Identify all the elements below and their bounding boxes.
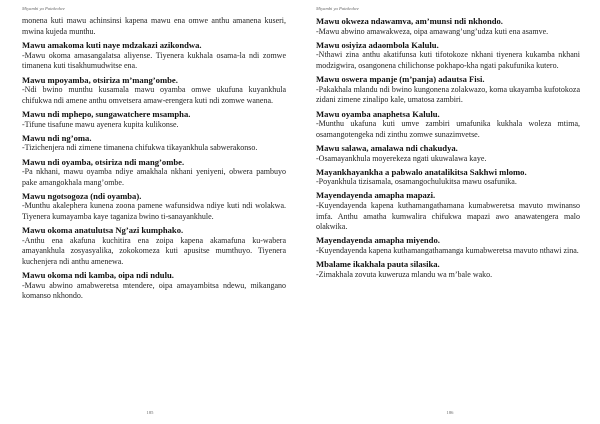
proverb-meaning: -Tifune tisafune mawu ayenera kupita kulikonse. — [22, 119, 179, 129]
proverb-meaning: -Nthawi zina anthu akatifunsa kuti tifotokoze nkhani tiyenera kukamba nkhani modzigwira, osangonena chilichonse pokhapo-kha ngati pakufunika kutero. — [316, 50, 580, 70]
proverb-entry — [22, 133, 286, 154]
page-number: 185 — [146, 410, 154, 415]
proverb-entry — [316, 235, 580, 256]
proverb-text: Mayendayenda amapha miyendo. — [316, 235, 440, 246]
proverb-meaning: -Anthu ena akafuna kuchitira ena zoipa kapena akamafuna ku-wabera amayankhula zosyasyalika, zokokomeza kuti apusitse mumthuyo. Tiyenera kuchenjera ndi anthu amenewa. — [22, 235, 286, 267]
proverb-entry — [316, 16, 580, 37]
proverb-meaning: -Pa nkhani, mawu oyamba ndiye amakhala nkhani yeniyeni, obwera pambuyo pake amangokhala mang’ombe. — [22, 167, 286, 187]
proverb-entry — [316, 190, 580, 232]
proverb-entry — [316, 74, 580, 106]
proverb-text: Mawu mpoyamba, otsiriza m’mang’ombe. — [22, 74, 178, 85]
proverb-meaning: -Munthu akalephera kunena zoona pamene wafunsidwa ndiye kuti ndi wolakwa. Tiyenera kumayamba kaye taganiza bwino ti-sanayankhule. — [22, 201, 286, 222]
proverb-entry — [22, 109, 286, 130]
proverb-text: Mawu salawa, amalawa ndi chakudya. — [316, 142, 458, 153]
right-page — [300, 0, 600, 424]
proverb-entry — [22, 40, 286, 72]
proverb-entry — [316, 40, 580, 72]
proverb-text: Mawu okoma ndi kamba, oipa ndi ndulu. — [22, 270, 174, 281]
proverb-meaning: -Zimakhala zovuta kuweruza mlandu wa m’bale wako. — [316, 269, 493, 279]
continued-text: monena kuti mawu achinsinsi kapena mawu ena omwe anthu amanena kuseri, mwina kujeda munthu. — [22, 16, 286, 36]
proverb-entry — [22, 75, 286, 107]
proverb-meaning: -Kuyendayenda kapena kuthamangathamana kumabweretsa mavuto mwinanso imfa. Anthu amatha kumwalira chifukwa mapazi awo anawatengera malo olakwika. — [316, 201, 580, 232]
proverb-meaning: -Tizichenjera ndi zimene timanena chifukwa tikayankhula sabwerakonso. — [22, 143, 258, 153]
proverb-meaning: -Mawu abwino amabweretsa mtendere, oipa amayambitsa ndewu, mikangano komanso nkhondo. — [22, 280, 286, 301]
proverb-meaning: -Osamayankhula moyerekeza ngati ukuwalawa kaye. — [316, 153, 487, 163]
proverb-entry — [22, 191, 286, 223]
proverb-entry — [22, 157, 286, 189]
proverb-text: Mawu ndi mphepo, sungawatchere msampha. — [22, 108, 191, 119]
proverb-meaning: -Mawu okoma amasangalatsa aliyense. Tiyenera kukhala osama-la ndi zomwe timanena kuti tisakhumudwitse ena. — [22, 50, 286, 71]
proverb-text: Mawu oswera mpanje (m’panja) adautsa Fisi. — [316, 74, 485, 85]
proverb-meaning: -Ndi bwino munthu kusamala mawu oyamba omwe ukufuna kuyankhula chifukwa ndi amene anthu omvetsera amaw-erengera kuti ndi zomwe wanena. — [22, 85, 286, 105]
proverb-text: Mawu osiyiza adaombola Kalulu. — [316, 39, 439, 50]
proverb-text: Mawu okweza ndawamva, am’munsi ndi nkhondo. — [316, 16, 503, 26]
proverb-meaning: -Kuyendayenda kapena kuthamangathamanga kumabweretsa mavuto nthawi zina. — [316, 246, 579, 256]
running-head: Miyambi ya Patekedwe — [22, 6, 65, 11]
proverb-list — [22, 40, 286, 302]
proverb-entry — [316, 167, 580, 188]
proverb-entry — [316, 143, 580, 164]
proverb-meaning: -Poyankhula tizisamala, osamangochulukitsa mawu osafunika. — [316, 177, 517, 187]
proverb-list — [316, 16, 580, 280]
proverb-text: Mawu okoma anatulutsa Ng’azi kumphako. — [22, 225, 184, 236]
proverb-meaning: -Pakakhala mlandu ndi bwino kungonena zolakwazo, koma ukayamba kufotokoza zidani zimene zinalipo kale, umatosa zambiri. — [316, 84, 580, 105]
proverb-text: Mawu ndi ng’oma. — [22, 132, 92, 143]
proverb-text: Mawu ndi oyamba, otsiriza ndi mang’ombe. — [22, 156, 185, 167]
proverb-text: Mayankhayankha a pabwalo anatalikitsa Sakhwi mlomo. — [316, 166, 527, 177]
proverb-entry — [22, 270, 286, 302]
page-number: 186 — [446, 410, 454, 415]
proverb-text: Mawu oyamba anaphetsa Kalulu. — [316, 108, 440, 119]
proverb-text: Mayendayenda amapha mapazi. — [316, 190, 436, 201]
proverb-meaning: -Munthu ukafuna kuti umve zambiri umafunika kukhala woleza mtima, osamangotengeka ndi zinthu zomwe sunazimvetse. — [316, 119, 580, 139]
running-head: Miyambi ya Patekedwe — [316, 6, 359, 11]
proverb-meaning: -Mawu abwino amawakweza, oipa amawang’ung’udza kuti ena asamve. — [316, 26, 549, 36]
proverb-text: Mbalame ikakhala pauta silasika. — [316, 259, 440, 270]
proverb-entry — [316, 259, 580, 280]
proverb-entry — [316, 109, 580, 141]
proverb-entry — [22, 225, 286, 267]
proverb-text: Mawu amakoma kuti naye mdzakazi azikondwa. — [22, 40, 202, 51]
proverb-text: Mawu ngotsogoza (ndi oyamba). — [22, 190, 142, 201]
